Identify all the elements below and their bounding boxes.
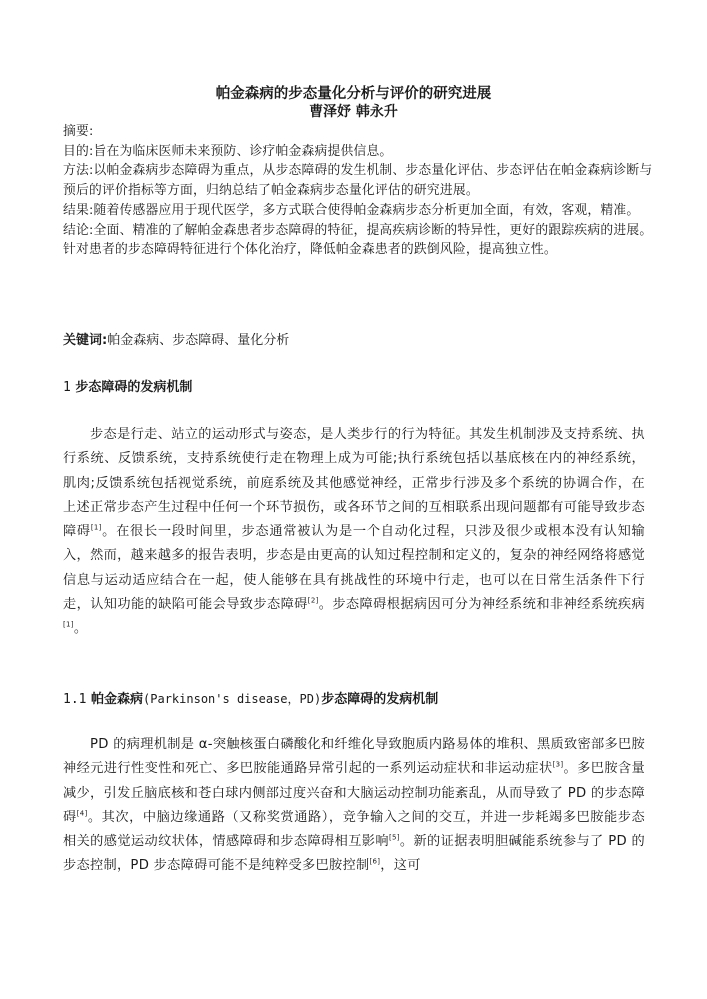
section-1-1-text-c: 。其次，中脑边缘通路（又称奖赏通路），竞争输入之间的交互，并进一步耗竭多巴胺能步态相关的感觉运动纹状体，情感障碍和步态障碍相互影响 [63, 809, 645, 850]
citation-ref: [6] [369, 858, 381, 867]
section-1-1-text-d: 。新的证据表明胆碱能系统参与了 PD 的步态控制，PD 步态障碍可能不是纯粹受多巴胺控制 [63, 834, 645, 874]
abstract [63, 122, 653, 260]
section-1-1-paragraph [63, 733, 645, 879]
abstract-purpose: 目的:旨在为临床医师未来预防、诊疗帕金森病提供信息。 [63, 143, 393, 159]
section-1-1-heading [63, 689, 653, 710]
abstract-heading: 摘要: [63, 124, 94, 139]
section-1-1-title-en: (Parkinson's disease，PD) [143, 692, 322, 706]
section-1-title: 步态障碍的发病机制 [75, 380, 193, 395]
abstract-results: 结果:随着传感器应用于现代医学，多方式联合使得帕金森病步态分析更加全面，有效，客观，精准。 [63, 202, 640, 218]
section-1-text-d: 。 [73, 621, 88, 637]
abstract-conclusion: 结论:全面、精准的了解帕金森患者步态障碍的特征，提高疾病诊断的特异性，更好的跟踪疾病的进展。针对患者的步态障碍特征进行个体化治疗，降低帕金森患者的跌倒风险，提高独立性。 [63, 222, 653, 258]
citation-ref: [2] [307, 596, 319, 605]
section-1-1-title-b: 步态障碍的发病机制 [321, 692, 439, 707]
section-1-text-c: 。步态障碍根据病因可分为神经系统和非神经系统疾病 [318, 597, 646, 613]
section-1-1-text-a: PD 的病理机制是 α-突触核蛋白磷酸化和纤维化导致胞质内路易体的堆积、黑质致密部多巴胺神经元进行性变性和死亡、多巴胺能通路异常引起的一系列运动症状和非运动症状 [63, 737, 645, 777]
citation-ref: [5] [388, 833, 400, 842]
citation-ref: [1] [90, 523, 102, 532]
section-1-1-title-a: 帕金森病 [91, 692, 144, 707]
citation-ref: [3] [552, 760, 564, 769]
keywords-text: 帕金森病、步态障碍、量化分析 [107, 333, 290, 348]
paper-authors: 曹泽妤 韩永升 [309, 104, 398, 120]
citation-ref: [4] [76, 809, 88, 818]
section-1-heading [63, 378, 653, 398]
section-1-1-text-e: ，这可 [380, 858, 421, 874]
keywords-label: 关键词: [63, 333, 108, 348]
section-1-text-b: 。在很长一段时间里，步态通常被认为是一个自动化过程，只涉及很少或根本没有认知输入，然而，越来越多的报告表明，步态是由更高的认知过程控制和定义的，复杂的神经网络将感觉信息与运动适应结合在一起，使人能够在具有挑战性的环境中行走，也可以在日常生活条件下行走，认知功能的缺陷可能会导致步态障碍 [63, 524, 645, 613]
section-1-paragraph [63, 423, 645, 642]
section-1-number: 1 [63, 380, 71, 395]
paper-title: 帕金森病的步态量化分析与评价的研究进展 [215, 86, 492, 102]
section-1-text-a: 步态是行走、站立的运动形式与姿态，是人类步行的行为特征。其发生机制涉及支持系统、执行系统、反馈系统，支持系统使行走在物理上成为可能;执行系统包括以基底核在内的神经系统，肌肉;反馈系统包括视觉系统，前庭系统及其他感觉神经，正常步行涉及多个系统的协调合作，在上述正常步态产生过程中任何一个环节损伤，或各环节之间的互相联系出现问题都有可能导致步态障碍 [63, 427, 645, 540]
section-1-1-number: 1.1 [63, 692, 87, 707]
abstract-methods: 方法:以帕金森病步态障碍为重点，从步态障碍的发生机制、步态量化评估、步态评估在帕金森病诊断与预后的评价指标等方面，归纳总结了帕金森病步态量化评估的研究进展。 [63, 163, 653, 199]
keywords [63, 331, 653, 351]
section-1-1-text-b: 。多巴胺含量减少，引发丘脑底核和苍白球内侧部过度兴奋和大脑运动控制功能紊乱，从而导致了 PD 的步态障碍 [63, 761, 646, 825]
citation-ref: [1] [63, 620, 74, 629]
